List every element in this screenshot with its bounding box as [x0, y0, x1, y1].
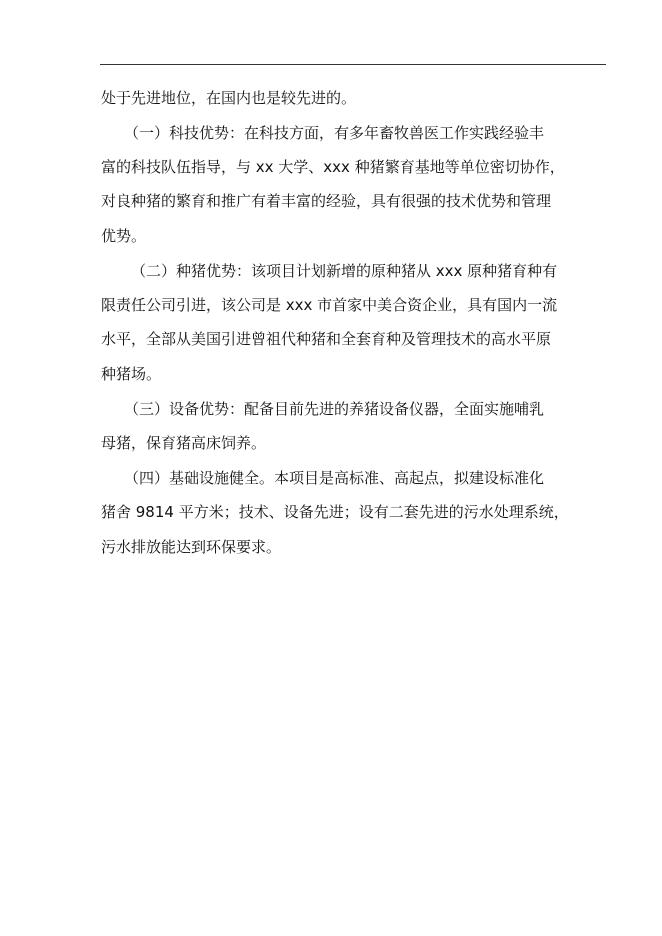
text-line-13: 猪舍 9814 平方米；技术、设备先进；设有二套先进的污水处理系统， [101, 503, 569, 521]
text-line-2: （一）科技优势：在科技方面，有多年畜牧兽医工作实践经验丰 [124, 124, 545, 142]
text-line-14: 污水排放能达到环保要求。 [101, 538, 282, 556]
text-line-10: （三）设备优势：配备目前先进的养猪设备仪器，全面实施哺乳 [124, 400, 545, 418]
text-line-3: 富的科技队伍指导，与 xx 大学、xxx 种猪繁育基地等单位密切协作， [101, 158, 565, 176]
text-line-12: （四）基础设施健全。本项目是高标准、高起点，拟建设标准化 [124, 469, 545, 487]
text-line-4: 对良种猪的繁育和推广有着丰富的经验，具有很强的技术优势和管理 [101, 192, 552, 210]
text-line-5: 优势。 [101, 227, 147, 245]
text-line-11: 母猪，保育猪高床饲养。 [101, 434, 267, 452]
text-line-7: 限责任公司引进，该公司是 xxx 市首家中美合资企业，具有国内一流 [101, 296, 558, 314]
text-line-6: （二）种猪优势：该项目计划新增的原种猪从 xxx 原种猪育种有 [131, 262, 558, 280]
text-line-8: 水平，全部从美国引进曾祖代种猪和全套育种及管理技术的高水平原 [101, 330, 552, 348]
text-line-1: 处于先进地位，在国内也是较先进的。 [101, 89, 357, 107]
header-rule [100, 64, 606, 65]
text-line-9: 种猪场。 [101, 365, 162, 383]
